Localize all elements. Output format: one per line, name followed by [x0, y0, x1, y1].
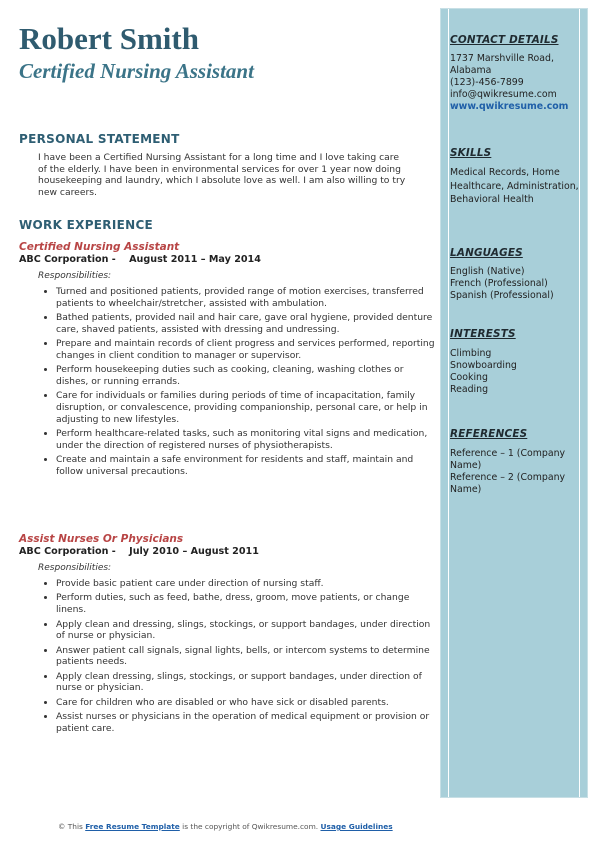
job-employer-dates: ABC Corporation - August 2011 – May 2014 — [19, 254, 261, 265]
free-resume-template-link[interactable]: Free Resume Template — [85, 822, 180, 831]
work-experience-heading: WORK EXPERIENCE — [19, 218, 154, 232]
list-item: • Apply clean dressing, slings, stockings, or support bandages, under direction of nurse or physician. — [56, 671, 436, 694]
list-item: Reading — [450, 384, 489, 395]
list-item: • Care for individuals or families during periods of time of incapacitation, family disruption, or convalescence, providing companionship, personal care, or help in adjusting to new lifestyles. — [56, 390, 436, 425]
list-item: Cooking — [450, 372, 488, 383]
personal-statement-heading: PERSONAL STATEMENT — [19, 132, 180, 146]
footer-prefix: © This — [58, 822, 83, 831]
phone-number: (123)-456-7899 — [450, 77, 524, 88]
list-item: • Assist nurses or physicians in the operation of medical equipment or provision or patient care. — [56, 711, 436, 734]
footer — [58, 822, 393, 831]
responsibility-list — [38, 286, 436, 480]
list-item: • Perform housekeeping duties such as cooking, cleaning, washing clothes or dishes, or running errands. — [56, 364, 436, 387]
skills-heading: SKILLS — [450, 147, 492, 159]
list-item: • Provide basic patient care under direction of nursing staff. — [56, 578, 436, 590]
list-item: • Answer patient call signals, signal lights, bells, or intercom systems to determine patients needs. — [56, 645, 436, 668]
list-item: Snowboarding — [450, 360, 517, 371]
candidate-name: Robert Smith — [19, 21, 199, 56]
address-line: 1737 Marshville Road, — [450, 53, 554, 64]
languages-heading: LANGUAGES — [450, 247, 523, 259]
website-link[interactable]: www.qwikresume.com — [450, 101, 569, 112]
address-line: Alabama — [450, 65, 492, 76]
list-item: Climbing — [450, 348, 492, 359]
contact-details — [450, 53, 582, 113]
list-item: • Prepare and maintain records of client progress and services performed, reporting changes in client condition to manager or supervisor. — [56, 338, 436, 361]
list-item: • Create and maintain a safe environment for residents and staff, maintain and follow universal precautions. — [56, 454, 436, 477]
interests-list — [450, 348, 582, 396]
responsibility-list — [38, 578, 436, 737]
list-item: • Bathed patients, provided nail and hair care, gave oral hygiene, provided denture care, shaved patients, assisted with dressing and undressing. — [56, 312, 436, 335]
sidebar-frame — [448, 9, 580, 797]
usage-guidelines-link[interactable]: Usage Guidelines — [320, 822, 393, 831]
email-address[interactable]: info@qwikresume.com — [450, 89, 557, 100]
list-item: Reference – 1 (Company Name) — [450, 448, 566, 471]
responsibilities-label: Responsibilities: — [38, 563, 112, 573]
job-title: Certified Nursing Assistant — [19, 241, 180, 253]
references-heading: REFERENCES — [450, 428, 528, 440]
job-employer-dates: ABC Corporation - July 2010 – August 2011 — [19, 546, 259, 557]
list-item: Spanish (Professional) — [450, 290, 554, 301]
personal-statement-text: I have been a Certified Nursing Assistant for a long time and I love taking care of the elderly. I have been in environmental services for over 1 year now doing housekeeping and laundry, which I absolute love as well. I am also willing to try new careers. — [38, 152, 406, 198]
list-item: • Care for children who are disabled or who have sick or disabled parents. — [56, 697, 436, 709]
references-list — [450, 448, 582, 496]
skills-text: Medical Records, Home Healthcare, Administration, Behavioral Health — [450, 167, 579, 205]
job-title: Assist Nurses Or Physicians — [19, 533, 184, 545]
contact-heading: CONTACT DETAILS — [450, 34, 559, 46]
interests-heading: INTERESTS — [450, 328, 516, 340]
list-item: Reference – 2 (Company Name) — [450, 472, 566, 495]
resume-header — [19, 22, 424, 84]
sidebar — [440, 8, 588, 798]
candidate-role: Certified Nursing Assistant — [19, 59, 254, 83]
languages-list — [450, 266, 582, 302]
footer-copyright-text: is the copyright of Qwikresume.com. — [182, 822, 319, 831]
list-item: • Apply clean and dressing, slings, stockings, or support bandages, under direction of nurse or physician. — [56, 619, 436, 642]
list-item: • Perform duties, such as feed, bathe, dress, groom, move patients, or change linens. — [56, 592, 436, 615]
list-item: • Perform healthcare-related tasks, such as monitoring vital signs and medication, under the direction of registered nurses of physiotherapists. — [56, 428, 436, 451]
list-item: English (Native) — [450, 266, 525, 277]
list-item: French (Professional) — [450, 278, 548, 289]
responsibilities-label: Responsibilities: — [38, 271, 112, 281]
list-item: • Turned and positioned patients, provided range of motion exercises, transferred patients to wheelchair/stretcher, assisted with ambulation. — [56, 286, 436, 309]
